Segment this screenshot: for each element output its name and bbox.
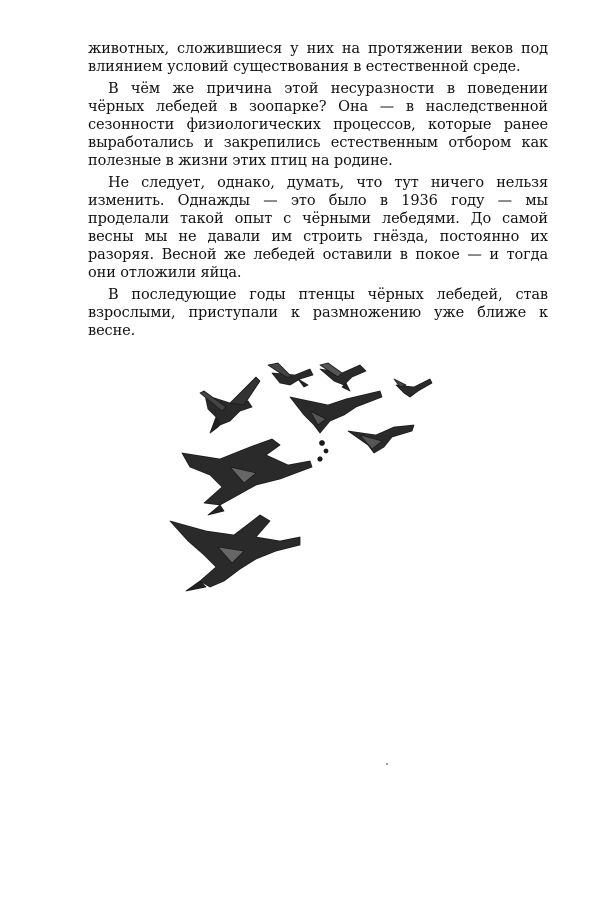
- bird-4: [394, 379, 432, 397]
- flock-drawing: [160, 355, 450, 600]
- bird-7: [182, 439, 312, 515]
- paragraph-result: В последующие годы птенцы чёрных лебедей, став взрослыми, приступали к размножению уже ближе к весне.: [88, 287, 548, 339]
- body-text: [88, 40, 548, 344]
- bird-3: [320, 363, 366, 391]
- birds-illustration: [160, 355, 450, 600]
- paragraph-continuation: животных, сложившиеся у них на протяжении веков под влиянием условий существования в естественной среде.: [88, 41, 548, 75]
- paragraph-experiment: Не следует, однако, думать, что тут ничего нельзя изменить. Однажды — это было в 1936 году — мы проделали такой опыт с чёрными лебедями. До самой весны мы не давали им строить гнёзда, постоянно их разоряя. Весной же лебедей оставили в покое — и тогда они отложили яйца.: [88, 175, 548, 281]
- bird-8: [170, 515, 300, 591]
- paper-speck: [386, 763, 388, 765]
- bird-1: [200, 377, 260, 433]
- bird-5: [290, 391, 382, 461]
- bird-6: [348, 425, 414, 453]
- paragraph-cause: В чём же причина этой несуразности в поведении чёрных лебедей в зоопарке? Она — в наследственной сезонности физиологических процессов, которые ранее выработались и закрепились естественным отбором как полезные в жизни этих птиц на родине.: [88, 81, 548, 169]
- bird-2: [268, 363, 313, 387]
